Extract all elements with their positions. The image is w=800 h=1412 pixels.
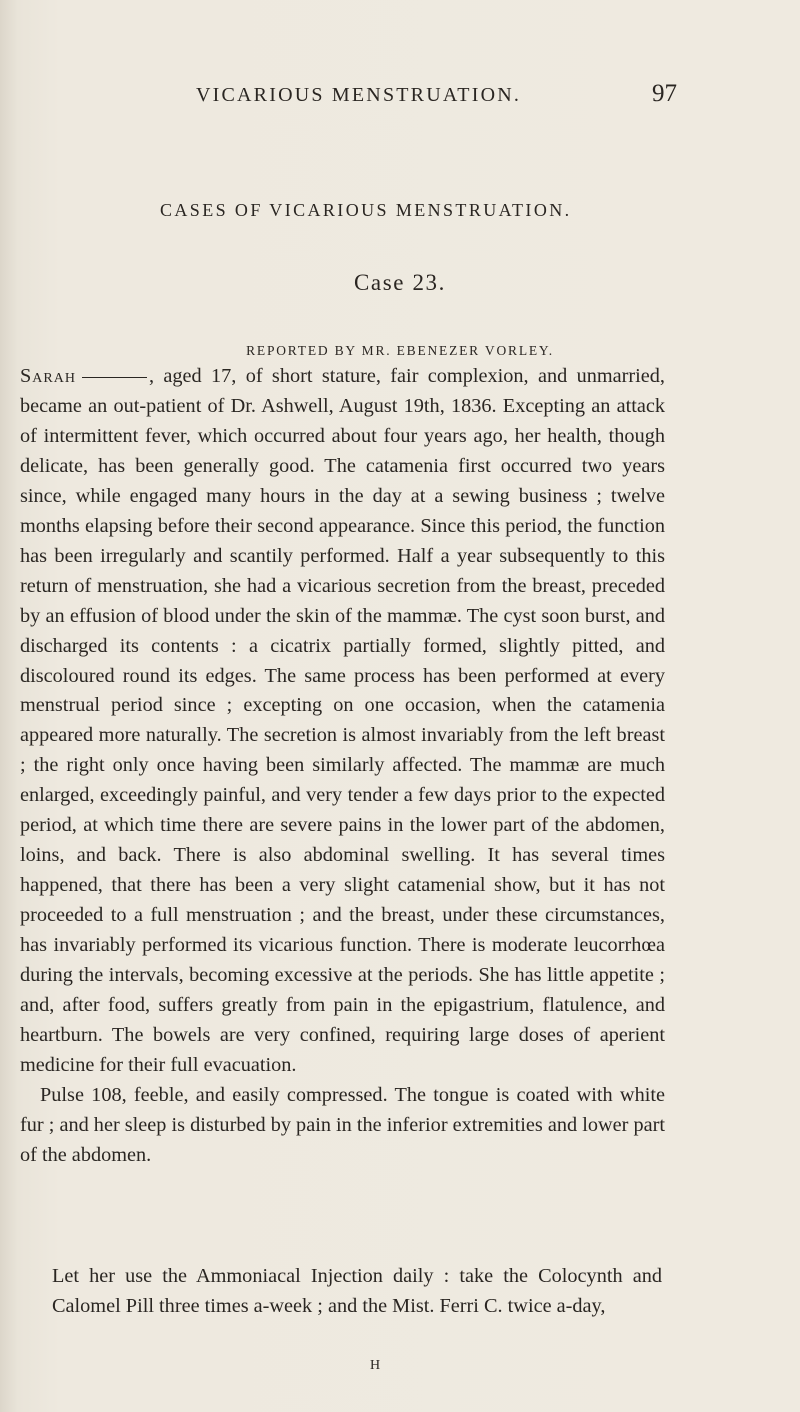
- patient-name: Sarah: [20, 365, 76, 387]
- case-body: [20, 362, 665, 1171]
- name-omission-dash: [82, 377, 147, 378]
- running-header: [0, 80, 800, 110]
- prescription-paragraph: Let her use the Ammoniacal Injection daily : take the Colocynth and Calomel Pill three times a-week ; and the Mist. Ferri C. twice a-day,: [52, 1265, 662, 1317]
- case-paragraph-pulse: Pulse 108, feeble, and easily compressed. The tongue is coated with white fur ; and her sleep is disturbed by pain in the inferior extremities and lower part of the abdomen.: [20, 1083, 665, 1166]
- case-title: Case 23.: [353, 270, 446, 295]
- page-number: 97: [652, 80, 677, 107]
- section-title: CASES OF VICARIOUS MENSTRUATION.: [160, 200, 572, 220]
- reporter-line: REPORTED BY MR. EBENEZER VORLEY.: [246, 343, 554, 358]
- signature-mark: H: [370, 1358, 381, 1373]
- case-paragraph-history: [20, 362, 665, 1081]
- history-text: , aged 17, of short stature, fair complexion, and unmarried, became an out-patient of Dr. Ashwell, August 19th, 1836. Excepting an attack of intermittent fever, which occurred about four years ago, her health, though delicate, has been generally good. The catamenia first occurred two years since, while engaged many hours in the day at a sewing business ; twelve months elapsing before their second appearance. Since this period, the function has been irregularly and scantily performed. Half a year subsequently to this return of menstruation, she had a vicarious secretion from the breast, preceded by an effusion of blood under the skin of the mammæ. The cyst soon burst, and discharged its contents : a cicatrix partially formed, slightly pitted, and discoloured round its edges. The same process has been performed at every menstrual period since ; excepting on one occasion, when the catamenia appeared more naturally. The secretion is almost invariably from the left breast ; the right only once having been similarly affected. The mammæ are much enlarged, exceedingly painful, and very tender a few days prior to the expected period, at which time there are severe pains in the lower part of the abdomen, loins, and back. There is also abdominal swelling. It has several times happened, that there has been a very slight catamenial show, but it has not proceeded to a full menstruation ; and the breast, under these circumstances, has invariably performed its vicarious function. There is moderate leucorrhœa during the intervals, becoming excessive at the periods. She has little appetite ; and, after food, suffers greatly from pain in the epigastrium, flatulence, and heartburn. The bowels are very confined, requiring large doses of aperient medicine for their full evacuation.: [20, 365, 665, 1076]
- running-title: VICARIOUS MENSTRUATION.: [196, 84, 522, 106]
